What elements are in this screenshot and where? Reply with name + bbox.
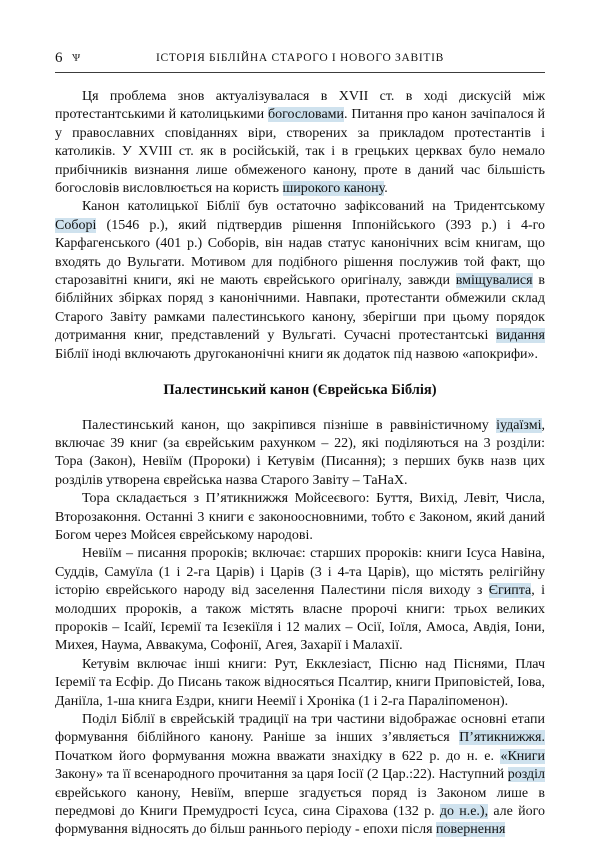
section-heading: Палестинський канон (Єврейська Біблія) — [163, 382, 437, 399]
page-number: 6 — [55, 50, 63, 66]
highlighted-word: видання — [496, 328, 545, 344]
highlighted-word: Соборі — [55, 217, 97, 233]
text-block-lower — [55, 417, 545, 840]
paragraph: Канон католицької Біблії був остаточно зафіксований на Тридентському Соборі (1546 р.), який підтвердив рішення Іппонійського (393 р.) і 4-го Карфагенського (401 р.) Соборів, він надав статус канонічних всім книгам, що входять до Вульгати. Мотивом для подібного рішення послужив той факт, що старозавітні книги, які не мають єврейського оригіналу, завжди вміщувалися в біблійних збірках поряд з канонічними. Навпаки, протестанти обмежили склад Старого Завіту рамками палестинського канону, зберігши при цьому порядок дотримання книг, представлений у Вульгаті. Сучасні протестантські видання Біблії іноді включають другоканонічні книги як додаток під назвою «апокрифи». — [55, 199, 545, 362]
highlighted-word: вміщувалися — [455, 273, 533, 289]
highlighted-word: Єгипта — [488, 583, 532, 599]
highlighted-word: іудаїзмі — [496, 417, 542, 433]
highlighted-word: широкого канону — [282, 181, 385, 197]
highlighted-word: повернення — [436, 822, 506, 838]
highlighted-word: «Книги — [500, 748, 545, 764]
page-body — [55, 88, 545, 840]
tryzub-ornament-icon: Ѱ — [72, 52, 81, 64]
text-block-upper — [55, 88, 545, 364]
paragraph: Тора складається з П’ятикнижжя Мойсеєвого: Буття, Вихід, Левіт, Числа, Второзаконня. Останні 3 книги є законоосновними, тобто є Законом, який даний Богом через Мойсея єврейському народові. — [55, 491, 545, 543]
paragraph: Палестинський канон, що закріпився пізніше в раввіністичному іудаїзмі, включає 39 книг (за єврейським рахунком – 22), які поділяються на 3 розділи: Тора (Закон), Невіїм (Пророки) і Кетувім (Писання); з перших букв назв цих розділів утворена єврейська назва Старого Завіту – ТаНаХ. — [55, 417, 545, 488]
paragraph: Ця проблема знов актуалізувалася в XVII ст. в ході дискусій між протестантськими й католицькими богословами. Питання про канон зачіпалося й у православних сповіданнях віри, створених за прикладом протестантів і католиків. У XVIII ст. як в російській, так і в грецьких церквах було немало прибічників визнання лише обмеженого канону, проте в даний час більшість богословів висловлюється на користь широкого канону. — [55, 89, 546, 197]
running-title: ІСТОРІЯ БІБЛІЙНА СТАРОГО І НОВОГО ЗАВІТІВ — [155, 52, 445, 64]
page-header — [55, 50, 545, 73]
paragraph: Поділ Біблії в єврейській традиції на три частини відображає основні етапи формування біблійного канону. Раніше за інших з’являється П’ятикнижжя. Початком його формування можна вважати знахідку в 622 р. до н. е. «Книги Закону» та її всенародного прочитання за царя Іосії (2 Цар.:22). Наступний розділ єврейського канону, Невіїм, вперше згадується поряд із Законом лише в передмові до Книги Премудрості Ісуса, сина Сірахова (132 р. до н.е.), але його формування відносять до більш раннього періоду - епохи після повернення — [55, 712, 545, 838]
highlighted-word: розділ — [507, 767, 545, 783]
highlighted-word: богословами — [267, 107, 345, 123]
paragraph: Кетувім включає інші книги: Рут, Екклезіаст, Пісню над Піснями, Плач Ієремії та Есфір. До Писань також відносяться Псалтир, книги Приповістей, Іова, Даніїла, 1-ша книга Ездри, книги Неемії і Хроніка (1 і 2-га Параліпоменон). — [55, 656, 545, 709]
highlighted-word: П’ятикнижжя. — [459, 730, 545, 746]
highlighted-word: до н.е.), — [439, 804, 489, 820]
paragraph: Невіїм – писання пророків; включає: старших пророків: книги Ісуса Навіна, Суддів, Самуїла (1 і 2-га Царів) і Царів (3 і 4-та Царів), що містять релігійну історію єврейського народу від заселення Палестини після виходу з Єгипта, і молодших пророків, а також містять власне пророчі книги: трьох великих пророків – Ісайї, Ієремії та Ієзекіїля і 12 малих – Осії, Іоїля, Амоса, Авдія, Іони, Михея, Наума, Аввакума, Софонії, Агея, Захарії і Малахії. — [55, 546, 545, 654]
